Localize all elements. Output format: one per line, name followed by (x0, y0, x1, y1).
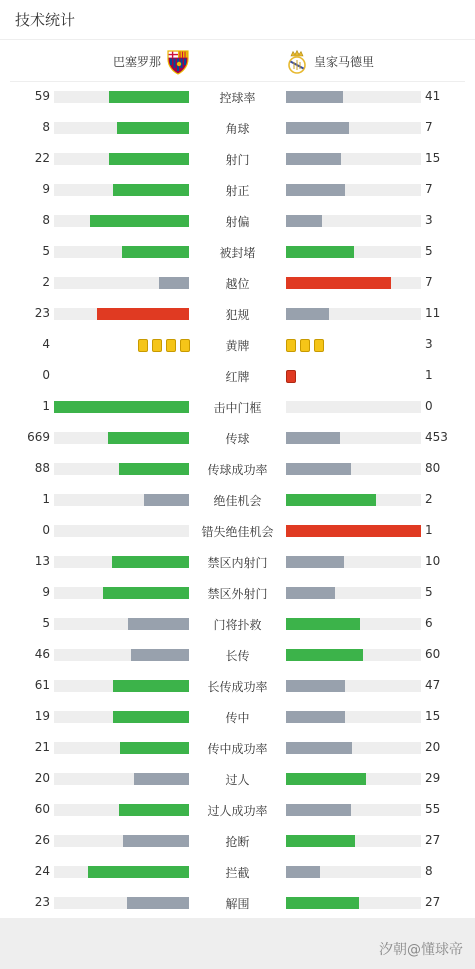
home-bar-fill (119, 804, 189, 816)
home-bar-track (54, 804, 189, 816)
stat-row (0, 795, 475, 826)
home-bar-track (54, 246, 189, 258)
away-bar-fill (286, 122, 349, 134)
stat-label: 射门 (225, 153, 250, 167)
page-title: 技术统计 (15, 11, 76, 29)
home-bar-track (54, 494, 189, 506)
home-value: 2 (42, 275, 50, 289)
stat-label: 控球率 (219, 91, 256, 105)
away-bar-fill (286, 432, 340, 444)
home-bar-track (54, 153, 189, 165)
teams-bar (10, 42, 465, 82)
away-bar-track (286, 804, 421, 816)
stat-row (0, 268, 475, 299)
home-bar-fill (90, 215, 189, 227)
away-value: 27 (425, 833, 441, 847)
stat-row (0, 578, 475, 609)
away-value: 41 (425, 89, 441, 103)
stat-row (0, 144, 475, 175)
stat-row (0, 733, 475, 764)
away-bar-fill (286, 91, 343, 103)
home-bar-track (54, 618, 189, 630)
home-bar-fill (117, 122, 189, 134)
home-value: 21 (34, 740, 50, 754)
away-bar-track (286, 835, 421, 847)
away-bar-fill (286, 277, 391, 289)
stat-label: 被封堵 (219, 246, 256, 260)
home-value: 59 (34, 89, 50, 103)
away-bar-fill (286, 866, 320, 878)
home-bar-fill (159, 277, 189, 289)
footer (0, 918, 475, 969)
stat-label: 禁区内射门 (207, 556, 268, 570)
home-team-name: 巴塞罗那 (112, 55, 161, 69)
home-value: 9 (42, 585, 50, 599)
stat-label: 传球成功率 (207, 463, 268, 477)
away-bar-fill (286, 525, 421, 537)
away-bar-track (286, 649, 421, 661)
home-bar-track (54, 866, 189, 878)
yellow-card-icon (180, 339, 190, 352)
away-team-name: 皇家马德里 (314, 55, 375, 69)
away-bar-track (286, 866, 421, 878)
yellow-card-icon (138, 339, 148, 352)
away-bar-track (286, 184, 421, 196)
home-value: 61 (34, 678, 50, 692)
away-bar-fill (286, 308, 329, 320)
red-card-icon (286, 370, 296, 383)
away-value: 2 (425, 492, 433, 506)
home-value: 23 (34, 306, 50, 320)
away-value: 60 (425, 647, 441, 661)
away-bar-fill (286, 680, 345, 692)
stat-row (0, 516, 475, 547)
home-bar-track (54, 122, 189, 134)
stat-label: 抢断 (225, 835, 250, 849)
stat-label: 射偏 (225, 215, 250, 229)
away-bar-track (286, 742, 421, 754)
away-value: 5 (425, 244, 433, 258)
stat-row (0, 423, 475, 454)
away-bar-track (286, 618, 421, 630)
home-bar-track (54, 897, 189, 909)
away-value: 7 (425, 275, 433, 289)
away-bar-fill (286, 618, 360, 630)
away-value: 7 (425, 120, 433, 134)
away-bar-track (286, 401, 421, 413)
stat-row (0, 485, 475, 516)
stat-label: 角球 (225, 122, 250, 136)
away-value: 27 (425, 895, 441, 909)
away-bar-fill (286, 649, 363, 661)
home-value: 5 (42, 616, 50, 630)
away-bar-track (286, 587, 421, 599)
away-bar-track (286, 494, 421, 506)
home-bar-track (54, 401, 189, 413)
away-bar-fill (286, 773, 366, 785)
home-bar-track (54, 184, 189, 196)
home-value: 19 (34, 709, 50, 723)
home-bar-fill (120, 742, 189, 754)
home-bar-track (54, 835, 189, 847)
home-bar-fill (109, 153, 189, 165)
home-bar-fill (108, 432, 189, 444)
home-value: 26 (34, 833, 50, 847)
stat-row (0, 237, 475, 268)
stat-row (0, 640, 475, 671)
home-bar-track (54, 215, 189, 227)
home-value: 0 (42, 368, 50, 382)
away-value: 6 (425, 616, 433, 630)
away-bar-fill (286, 556, 344, 568)
home-bar-track (54, 556, 189, 568)
home-value: 46 (34, 647, 50, 661)
away-bar-fill (286, 804, 351, 816)
home-bar-track (54, 463, 189, 475)
stat-row (0, 175, 475, 206)
away-cards (286, 339, 324, 352)
away-bar-track (286, 277, 421, 289)
stat-label: 传球 (225, 432, 250, 446)
home-bar-fill (134, 773, 189, 785)
stat-row (0, 671, 475, 702)
home-bar-fill (123, 835, 189, 847)
home-bar-track (54, 742, 189, 754)
away-bar-fill (286, 215, 322, 227)
away-value: 3 (425, 337, 433, 351)
away-bar-track (286, 897, 421, 909)
away-bar-fill (286, 494, 376, 506)
stat-label: 长传 (225, 649, 250, 663)
yellow-card-icon (286, 339, 296, 352)
away-value: 1 (425, 523, 433, 537)
away-bar-track (286, 246, 421, 258)
home-cards (138, 339, 190, 352)
home-value: 20 (34, 771, 50, 785)
stat-row (0, 392, 475, 423)
away-bar-track (286, 215, 421, 227)
stat-label: 犯规 (225, 308, 250, 322)
away-value: 0 (425, 399, 433, 413)
stat-row (0, 888, 475, 919)
away-bar-track (286, 432, 421, 444)
home-bar-fill (119, 463, 189, 475)
away-bar-track (286, 711, 421, 723)
away-bar-fill (286, 835, 355, 847)
away-bar-fill (286, 246, 354, 258)
home-value: 23 (34, 895, 50, 909)
home-bar-fill (113, 184, 189, 196)
home-value: 24 (34, 864, 50, 878)
home-bar-fill (122, 246, 190, 258)
away-value: 10 (425, 554, 441, 568)
stat-row (0, 702, 475, 733)
stat-row (0, 299, 475, 330)
stat-label: 过人成功率 (207, 804, 268, 818)
home-value: 60 (34, 802, 50, 816)
home-bar-track (54, 649, 189, 661)
stat-label: 黄牌 (225, 339, 250, 353)
home-bar-track (54, 680, 189, 692)
home-value: 0 (42, 523, 50, 537)
home-value: 5 (42, 244, 50, 258)
away-value: 47 (425, 678, 441, 692)
stat-row (0, 330, 475, 361)
stat-row (0, 361, 475, 392)
away-value: 15 (425, 151, 441, 165)
away-bar-fill (286, 711, 345, 723)
stat-row (0, 857, 475, 888)
stat-label: 错失绝佳机会 (201, 525, 274, 539)
away-bar-track (286, 91, 421, 103)
home-bar-track (54, 587, 189, 599)
home-bar-fill (131, 649, 189, 661)
home-bar-track (54, 432, 189, 444)
home-bar-track (54, 525, 189, 537)
away-bar-track (286, 153, 421, 165)
barcelona-crest-icon (166, 49, 190, 75)
away-value: 11 (425, 306, 441, 320)
stat-row (0, 547, 475, 578)
home-bar-track (54, 711, 189, 723)
stat-row (0, 206, 475, 237)
away-bar-fill (286, 184, 345, 196)
away-value: 15 (425, 709, 441, 723)
stats-list (0, 82, 475, 919)
home-bar-track (54, 277, 189, 289)
away-value: 5 (425, 585, 433, 599)
home-bar-fill (54, 401, 189, 413)
home-value: 8 (42, 120, 50, 134)
stat-label: 传中 (225, 711, 250, 725)
away-cards (286, 370, 296, 383)
away-value: 8 (425, 864, 433, 878)
stat-label: 红牌 (225, 370, 250, 384)
home-bar-fill (128, 618, 189, 630)
home-bar-track (54, 773, 189, 785)
away-bar-fill (286, 587, 335, 599)
away-value: 80 (425, 461, 441, 475)
away-value: 7 (425, 182, 433, 196)
home-value: 1 (42, 399, 50, 413)
away-bar-fill (286, 463, 351, 475)
away-value: 3 (425, 213, 433, 227)
real-madrid-crest-icon (285, 49, 309, 75)
home-value: 1 (42, 492, 50, 506)
away-value: 29 (425, 771, 441, 785)
yellow-card-icon (314, 339, 324, 352)
away-bar-track (286, 308, 421, 320)
away-bar-track (286, 463, 421, 475)
stat-label: 绝佳机会 (213, 494, 262, 508)
away-value: 55 (425, 802, 441, 816)
stat-label: 长传成功率 (207, 680, 268, 694)
home-bar-fill (88, 866, 189, 878)
home-bar-fill (127, 897, 189, 909)
stat-label: 过人 (225, 773, 250, 787)
stat-label: 门将扑救 (213, 618, 262, 632)
yellow-card-icon (300, 339, 310, 352)
home-value: 9 (42, 182, 50, 196)
stat-label: 禁区外射门 (207, 587, 268, 601)
yellow-card-icon (152, 339, 162, 352)
home-bar-fill (113, 711, 189, 723)
away-bar-track (286, 556, 421, 568)
stat-row (0, 113, 475, 144)
home-value: 13 (34, 554, 50, 568)
home-value: 4 (42, 337, 50, 351)
home-bar-fill (109, 91, 189, 103)
away-bar-track (286, 680, 421, 692)
stat-row (0, 454, 475, 485)
stats-header (0, 0, 475, 40)
away-bar-fill (286, 897, 359, 909)
home-value: 669 (27, 430, 50, 444)
stat-label: 击中门框 (213, 401, 262, 415)
home-bar-fill (144, 494, 189, 506)
stat-label: 越位 (225, 277, 250, 291)
away-bar-fill (286, 742, 352, 754)
stat-label: 传中成功率 (207, 742, 268, 756)
home-bar-fill (112, 556, 189, 568)
stat-row (0, 826, 475, 857)
away-bar-track (286, 122, 421, 134)
home-bar-track (54, 91, 189, 103)
away-value: 20 (425, 740, 441, 754)
stat-label: 拦截 (225, 866, 250, 880)
away-team[interactable] (237, 42, 465, 81)
stat-row (0, 764, 475, 795)
home-bar-fill (113, 680, 189, 692)
home-value: 8 (42, 213, 50, 227)
stat-label: 射正 (225, 184, 250, 198)
home-team[interactable] (10, 42, 237, 81)
home-bar-fill (97, 308, 189, 320)
watermark: 汐朝@懂球帝 (379, 942, 463, 958)
away-value: 1 (425, 368, 433, 382)
away-value: 453 (425, 430, 448, 444)
stat-label: 解围 (225, 897, 250, 911)
home-bar-fill (103, 587, 189, 599)
home-value: 88 (34, 461, 50, 475)
yellow-card-icon (166, 339, 176, 352)
away-bar-track (286, 773, 421, 785)
away-bar-fill (286, 153, 341, 165)
home-bar-track (54, 308, 189, 320)
home-value: 22 (34, 151, 50, 165)
stat-row (0, 609, 475, 640)
stat-row (0, 82, 475, 113)
away-bar-track (286, 525, 421, 537)
